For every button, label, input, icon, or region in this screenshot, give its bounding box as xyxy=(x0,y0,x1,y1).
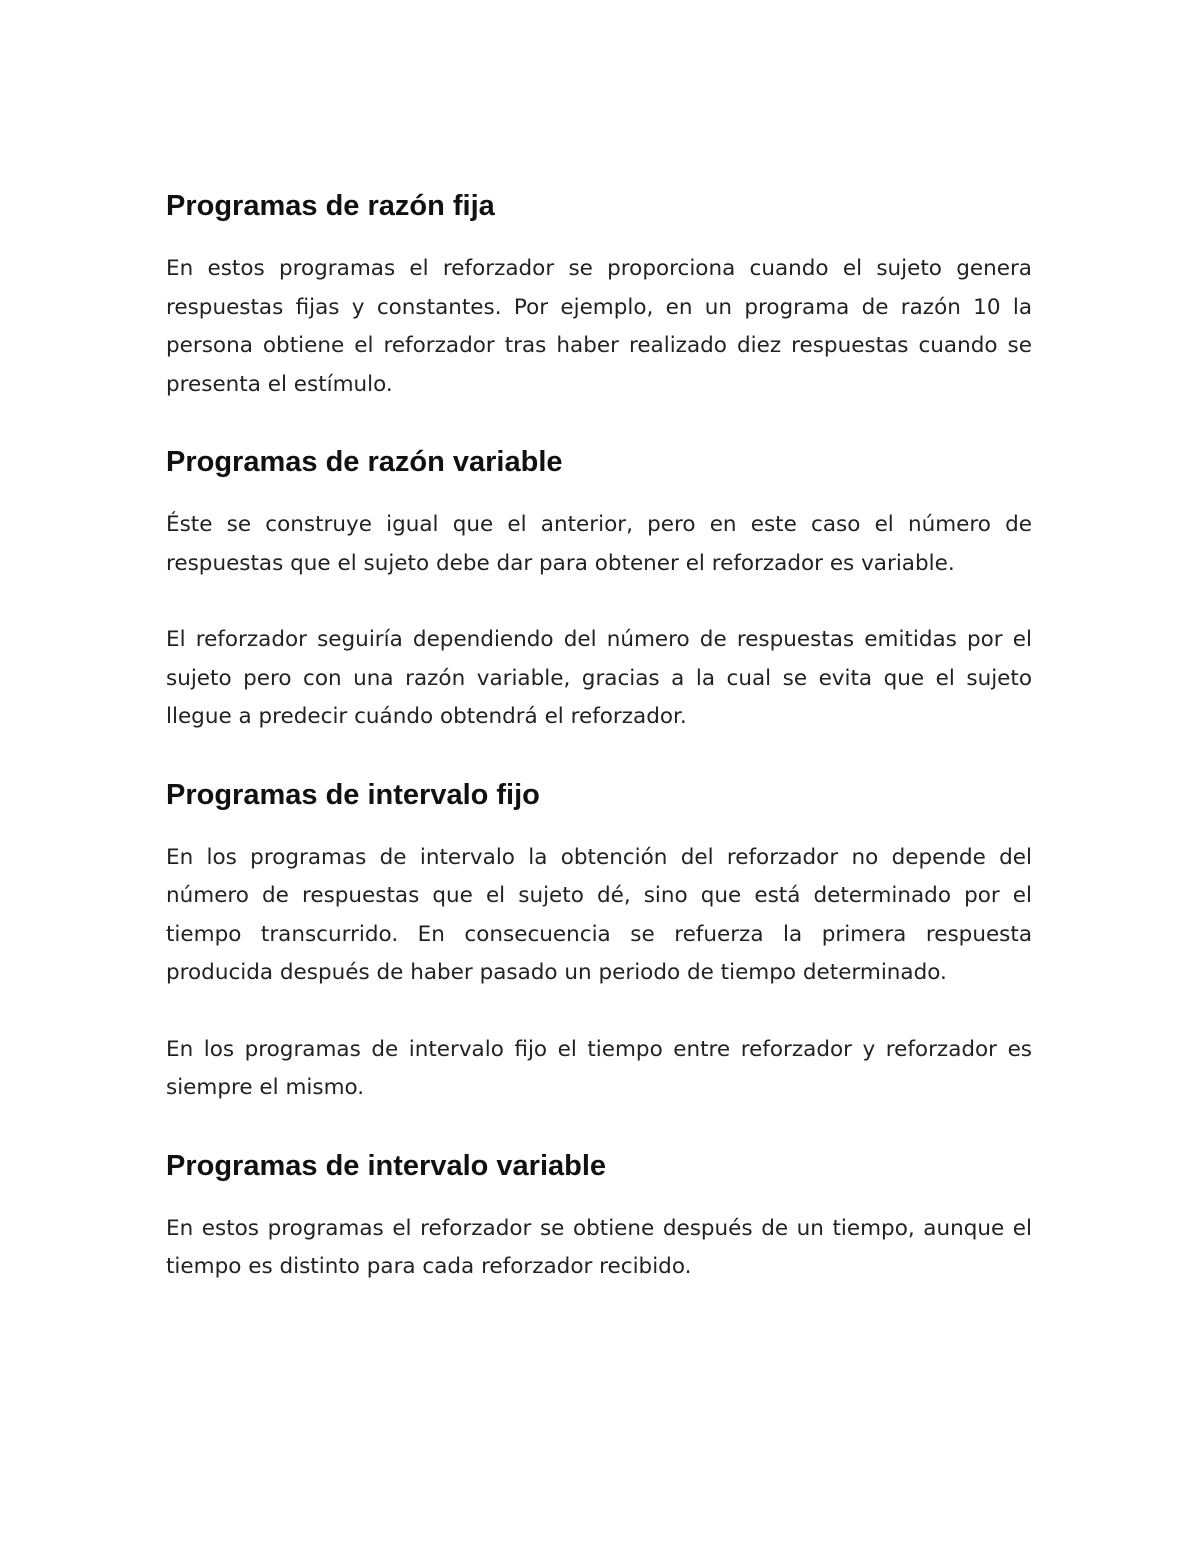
paragraph: En los programas de intervalo la obtención del reforzador no depende del número de respuestas que el sujeto dé, sino que está determinado por el tiempo transcurrido. En consecuencia se refuerza la primera respuesta producida después de haber pasado un periodo de tiempo determinado. xyxy=(166,844,1032,985)
section-heading: Programas de razón fija xyxy=(166,190,495,222)
paragraph: El reforzador seguiría dependiendo del número de respuestas emitidas por el sujeto pero con una razón variable, gracias a la cual se evita que el sujeto llegue a predecir cuándo obtendrá el reforzador. xyxy=(166,627,1032,729)
document-page xyxy=(166,186,1032,1287)
section-intervalo-variable xyxy=(166,1146,1032,1287)
paragraph: En estos programas el reforzador se proporciona cuando el sujeto genera respuestas fijas y constantes. Por ejemplo, en un programa de razón 10 la persona obtiene el reforzador tras haber realizado diez respuestas cuando se presenta el estímulo. xyxy=(166,256,1032,397)
paragraph: En los programas de intervalo fijo el tiempo entre reforzador y reforzador es siempre el mismo. xyxy=(166,1036,1032,1100)
section-heading: Programas de razón variable xyxy=(166,446,563,478)
section-heading: Programas de intervalo fijo xyxy=(166,778,540,811)
paragraph: Éste se construye igual que el anterior, pero en este caso el número de respuestas que el sujeto debe dar para obtener el reforzador es variable. xyxy=(166,512,1032,576)
section-razon-variable xyxy=(166,442,1032,775)
section-heading: Programas de intervalo variable xyxy=(166,1149,607,1182)
section-intervalo-fijo xyxy=(166,775,1032,1146)
paragraph: En estos programas el reforzador se obtiene después de un tiempo, aunque el tiempo es distinto para cada reforzador recibido. xyxy=(166,1215,1032,1279)
section-razon-fija xyxy=(166,186,1032,442)
